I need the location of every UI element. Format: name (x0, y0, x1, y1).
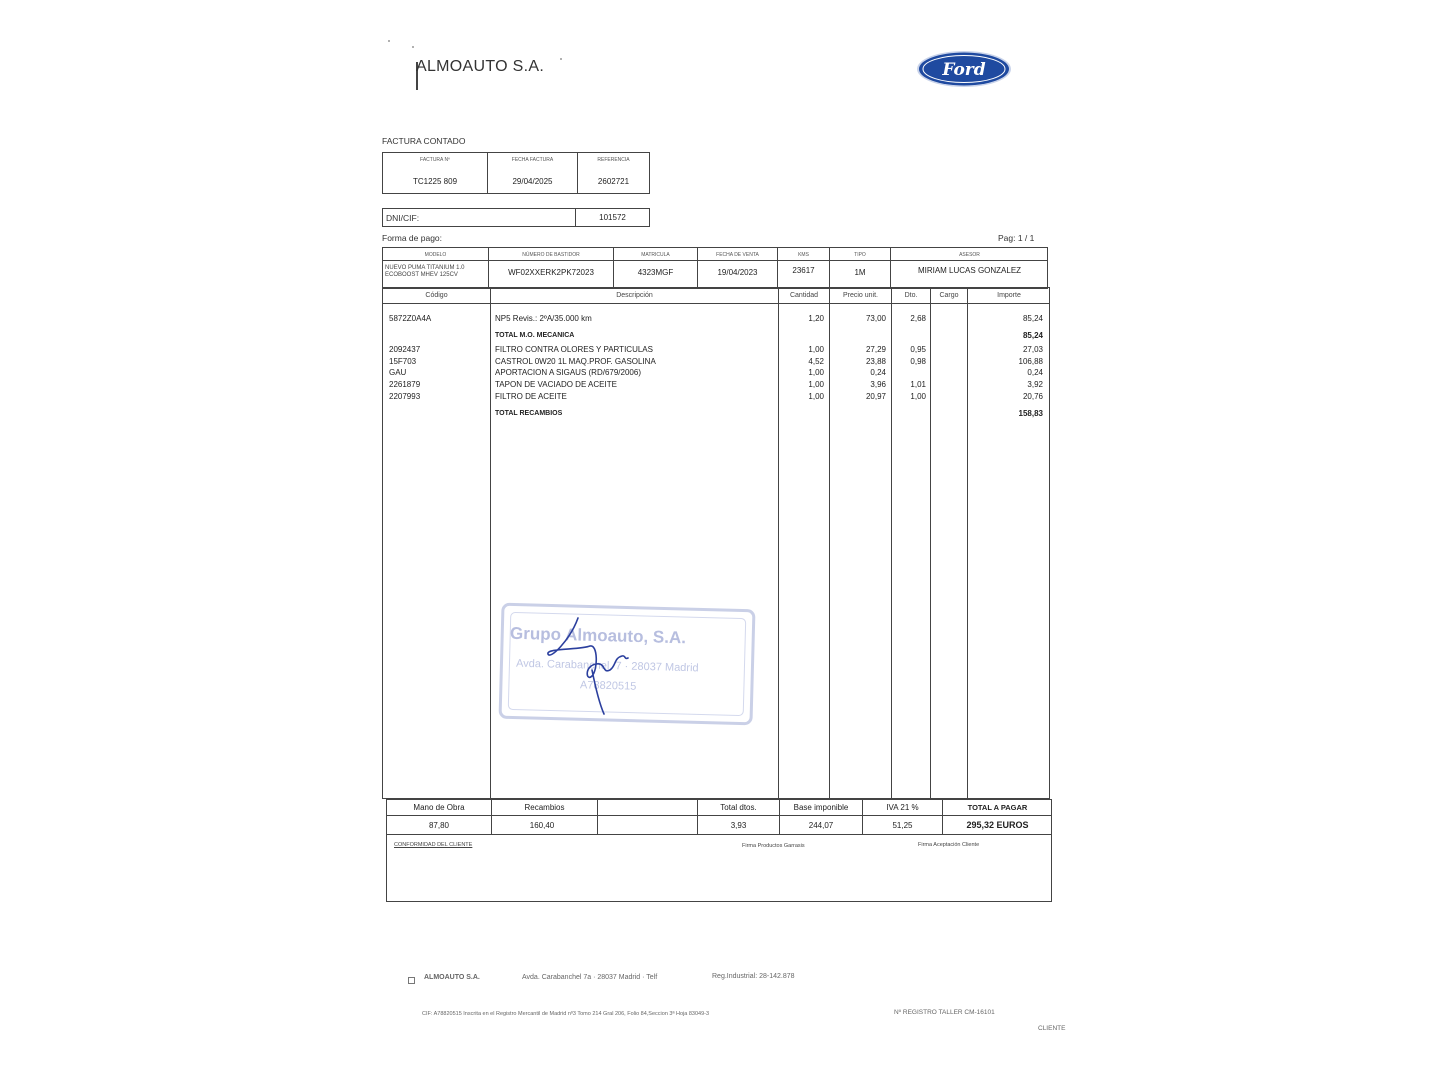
invoice-title: FACTURA CONTADO (382, 136, 466, 146)
footer-workshop-registry: Nº REGISTRO TALLER CM-16101 (894, 1009, 995, 1016)
line-amount: 85,24 (1022, 314, 1043, 323)
labor-value: 87,80 (428, 821, 450, 830)
divider (382, 303, 1050, 304)
line-description: FILTRO DE ACEITE (495, 392, 567, 401)
discounts-value: 3,93 (730, 821, 747, 830)
divider (778, 287, 779, 799)
page-number: Pag: 1 / 1 (998, 233, 1035, 243)
line-quantity: 1,20 (808, 314, 824, 323)
footer-registry: Reg.Industrial: 28-142.878 (712, 973, 795, 980)
client-acceptance-label: Firma Aceptación Cliente (918, 842, 980, 848)
invoice-date-header: FECHA FACTURA (511, 157, 554, 163)
client-conformity-label: CONFORMIDAD DEL CLIENTE (394, 842, 473, 848)
discounts-label: Total dtos. (720, 803, 757, 812)
line-unit-price: 0,24 (870, 368, 886, 377)
payment-label: Forma de pago: (382, 233, 443, 243)
vin-header: NÚMERO DE BASTIDOR (522, 252, 580, 258)
line-amount: 3,92 (1027, 380, 1043, 389)
line-unit-price: 3,96 (870, 380, 886, 389)
line-code: 2207993 (389, 392, 421, 401)
total-due-value: 295,32 EUROS (966, 820, 1029, 830)
footer-legal: CIF: A78820515 Inscrita en el Registro Mercantil de Madrid nº3 Tomo 214 Gral 206, Folio 84,Seccion 3ª Hoja 83049-3 (422, 1011, 710, 1017)
stamp-line-1: Grupo Almoauto, S.A. (509, 623, 687, 648)
model-line-1: NUEVO PUMA TITANIUM 1.0 (385, 265, 465, 271)
line-discount: 0,98 (910, 357, 926, 366)
line-code: GAU (389, 368, 407, 377)
vehicle-type: 1M (854, 268, 866, 277)
line-discount: 1,01 (910, 380, 926, 389)
line-quantity: 4,52 (808, 357, 824, 366)
line-code: 2261879 (389, 380, 421, 389)
line-quantity: 1,00 (808, 345, 824, 354)
line-amount: 27,03 (1022, 345, 1043, 354)
line-code: 15F703 (389, 357, 417, 366)
quantity-header: Cantidad (789, 292, 819, 299)
line-unit-price: 20,97 (865, 392, 886, 401)
invoice-number-header: FACTURA Nº (420, 157, 450, 163)
line-unit-price: 27,29 (865, 345, 886, 354)
line-discount: 0,95 (910, 345, 926, 354)
handwritten-signature (540, 610, 650, 720)
reference-header: REFERENCIA (597, 157, 630, 163)
line-code: 5872Z0A4A (389, 314, 432, 323)
amount-header: Importe (997, 292, 1021, 299)
footer-company: ALMOAUTO S.A. (424, 974, 480, 981)
advisor-header: ASESOR (959, 252, 980, 258)
scan-dot (388, 40, 390, 42)
line-amount: 0,24 (1027, 368, 1043, 377)
line-discount: 1,00 (910, 392, 926, 401)
line-description: APORTACION A SIGAUS (RD/679/2006) (495, 368, 641, 377)
line-description: TOTAL RECAMBIOS (495, 410, 563, 417)
line-unit-price: 73,00 (865, 314, 886, 323)
model-header: MODELO (424, 252, 447, 258)
divider (386, 815, 1052, 816)
sale-date-header: FECHA DE VENTA (716, 252, 759, 258)
line-quantity: 1,00 (808, 368, 824, 377)
dni-label: DNI/CIF: (386, 213, 420, 223)
kms: 23617 (792, 266, 815, 275)
taxable-base-value: 244,07 (808, 821, 834, 830)
parts-value: 160,40 (529, 821, 555, 830)
labor-label: Mano de Obra (413, 803, 465, 812)
products-signature-label: Firma Productos Garrasis (742, 843, 805, 849)
company-name: ALMOAUTO S.A. (416, 58, 545, 75)
code-header: Código (425, 292, 448, 299)
vin: WF02XXERK2PK72023 (508, 268, 594, 277)
stamp-line-3: A78820515 (579, 679, 637, 693)
unit-price-header: Precio unit. (842, 292, 879, 299)
discount-header: Dto. (904, 292, 918, 299)
reference: 2602721 (597, 177, 630, 186)
kms-header: KMS (798, 252, 809, 258)
invoice-date: 29/04/2025 (512, 177, 553, 186)
line-amount: 106,88 (1018, 357, 1043, 366)
invoice-number: TC1225 809 (412, 177, 458, 186)
scan-dot (412, 46, 414, 48)
divider (930, 287, 931, 799)
dni-value: 101572 (599, 213, 626, 222)
plate-header: MATRICULA (641, 252, 670, 258)
footer-copy-label: CLIENTE (1038, 1025, 1066, 1032)
taxable-base-label: Base imponible (793, 803, 849, 812)
stamp-line-2: Avda. Carabanchel, 7 · 28037 Madrid (515, 657, 699, 675)
total-due-label: TOTAL A PAGAR (967, 803, 1028, 812)
parts-label: Recambios (524, 803, 565, 812)
line-description: FILTRO CONTRA OLORES Y PARTICULAS (495, 345, 653, 354)
divider (597, 799, 598, 835)
line-quantity: 1,00 (808, 380, 824, 389)
ford-logo-icon (916, 50, 1012, 88)
vat-label: IVA 21 % (886, 803, 919, 812)
vat-value: 51,25 (892, 821, 913, 830)
line-amount: 20,76 (1022, 392, 1043, 401)
model-line-2: ECOBOOST MHEV 125CV (385, 272, 458, 278)
footer-logo-icon (408, 977, 415, 984)
line-description: TOTAL M.O. MECANICA (495, 332, 575, 339)
advisor: MIRIAM LUCAS GONZALEZ (917, 266, 1022, 275)
divider (382, 260, 1048, 261)
line-code: 2092437 (389, 345, 421, 354)
divider (829, 287, 830, 799)
line-quantity: 1,00 (808, 392, 824, 401)
divider (490, 287, 491, 799)
line-discount: 2,68 (910, 314, 926, 323)
line-description: CASTROL 0W20 1L MAQ.PROF. GASOLINA (495, 357, 656, 366)
type-header: TIPO (854, 252, 866, 258)
line-description: NP5 Revis.: 2ºA/35.000 km (495, 314, 592, 323)
line-unit-price: 23,88 (865, 357, 886, 366)
scan-dot (560, 58, 562, 60)
description-header: Descripción (616, 292, 653, 299)
charge-header: Cargo (939, 292, 959, 299)
line-amount: 158,83 (1018, 409, 1043, 418)
line-amount: 85,24 (1022, 331, 1043, 340)
plate: 4323MGF (637, 268, 674, 277)
sale-date: 19/04/2023 (717, 268, 758, 277)
line-description: TAPON DE VACIADO DE ACEITE (495, 380, 617, 389)
footer-address: Avda. Carabanchel 7a · 28037 Madrid · Telf (522, 974, 658, 981)
svg-text:Ford: Ford (942, 60, 986, 80)
